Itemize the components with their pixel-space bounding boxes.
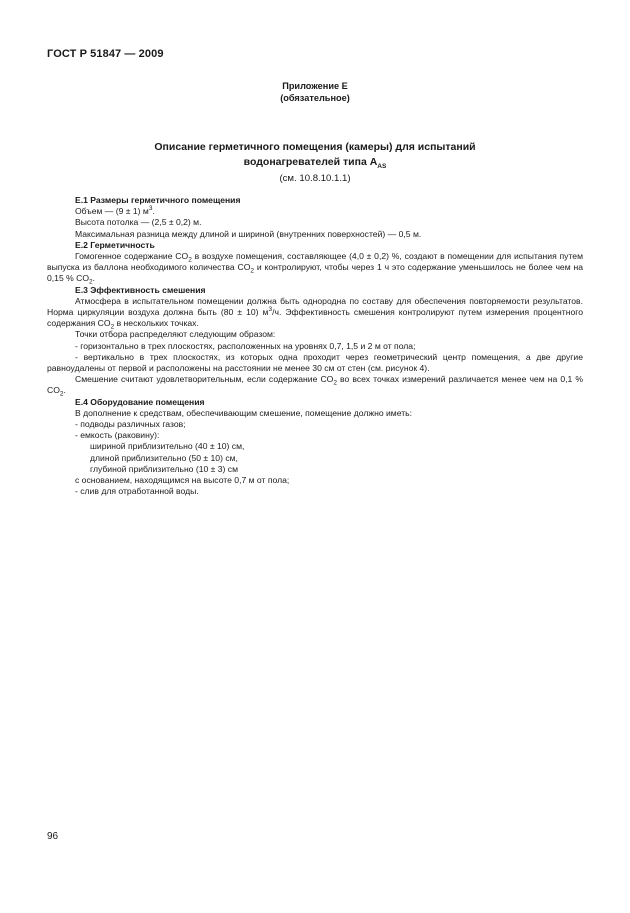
title-line-2 (0, 155, 630, 170)
annex-heading (0, 80, 630, 104)
tightness-text-1: Гомогенное содержание CO (75, 251, 189, 262)
gas-supply-item: - подводы различных газов; (75, 419, 186, 430)
sink-item: - емкость (раковину): (75, 430, 160, 441)
vertical-points: - вертикально в трех плоскостях, из которых одна проходит через геометрический центр помещения, а две другие равноудалены от первой и расположены на расстоянии не менее 30 см от стен (см. рисунок 4). (47, 351, 583, 374)
horizontal-points: - горизонтально в трех плоскостях, расположенных на уровнях 0,7, 1,5 и 2 м от пола; (75, 340, 416, 351)
sink-length: длиной приблизительно (50 ± 10) см, (90, 452, 238, 463)
section-e4-heading: Е.4 Оборудование помещения (75, 396, 205, 407)
mixing-text-3: в нескольких точках. (114, 318, 199, 329)
drain-item: - слив для отработанной воды. (75, 486, 199, 497)
satisfy-text-1: Смешение считают удовлетворительным, если содержание CO (75, 374, 334, 385)
sink-base: с основанием, находящимся на высоте 0,7 м от пола; (75, 475, 290, 486)
tightness-paragraph (47, 251, 583, 285)
points-intro: Точки отбора распределяют следующим образом: (75, 329, 276, 340)
volume-line (47, 206, 583, 217)
title-reference: (см. 10.8.10.1.1) (279, 173, 351, 184)
section-e2-heading: Е.2 Герметичность (75, 239, 155, 250)
max-diff-line: Максимальная разница между длиной и шириной (внутренних поверхностей) — 0,5 м. (75, 228, 422, 239)
section-e3-heading: Е.3 Эффективность смешения (75, 284, 206, 295)
title-subscript: AS (377, 163, 387, 171)
document-body (47, 195, 583, 497)
co2-sub: 2 (110, 323, 115, 331)
equipment-intro: В дополнение к средствам, обеспечивающим смешение, помещение должно иметь: (75, 407, 413, 418)
page-number: 96 (47, 831, 59, 842)
co2-sub: 2 (188, 256, 192, 264)
m3-sup: 3 (268, 306, 273, 314)
tightness-text-3: и контролируют, чтобы через 1 ч это содержание уменьшилось не более чем на 0,15 % CO (47, 262, 583, 284)
ceiling-line: Высота потолка — (2,5 ± 0,2) м. (75, 217, 202, 228)
annex-label: Приложение Е (282, 81, 348, 91)
volume-sup: 3 (148, 205, 153, 213)
section-e1-heading: Е.1 Размеры герметичного помещения (75, 195, 241, 205)
mixing-text-1: Атмосфера в испытательном помещении должна быть однородна по составу для обеспечения повторяемости результатов. Норма циркуляции воздуха должна быть (80 ± 10) м (47, 295, 583, 318)
title-line-1: Описание герметичного помещения (камеры) для испытаний (154, 141, 476, 153)
volume-text: Объем — (9 ± 1) м (75, 206, 149, 217)
tightness-text-2: в воздухе помещения, составляющее (4,0 ± 0,2) %, создают в помещении для испытания путем выпуска из баллона необходимого количества CO (47, 251, 583, 273)
mixing-text-2: /ч. Эффективность смешения контролируют путем измерения процентного содержания CO (47, 307, 583, 329)
annex-title (0, 140, 630, 186)
volume-suffix: . (152, 206, 155, 217)
satisfactory-paragraph (47, 374, 583, 399)
tightness-text-4: . (92, 273, 96, 284)
co2-sub: 2 (89, 279, 93, 287)
mixing-paragraph (47, 296, 583, 330)
annex-status: (обязательное) (280, 93, 350, 103)
co2-sub: 2 (333, 379, 337, 387)
satisfy-text-2: во всех точках измерений различается менее чем на 0,1 % CO (47, 374, 583, 396)
co2-sub: 2 (250, 267, 255, 275)
co2-sub: 2 (59, 391, 64, 399)
satisfy-text-3: . (63, 385, 66, 396)
title-line-2-text: водонагревателей типа A (243, 156, 378, 168)
document-header: ГОСТ Р 51847 — 2009 (47, 48, 164, 60)
sink-depth: глубиной приблизительно (10 ± 3) см (90, 463, 238, 474)
sink-width: шириной приблизительно (40 ± 10) см, (90, 441, 245, 452)
